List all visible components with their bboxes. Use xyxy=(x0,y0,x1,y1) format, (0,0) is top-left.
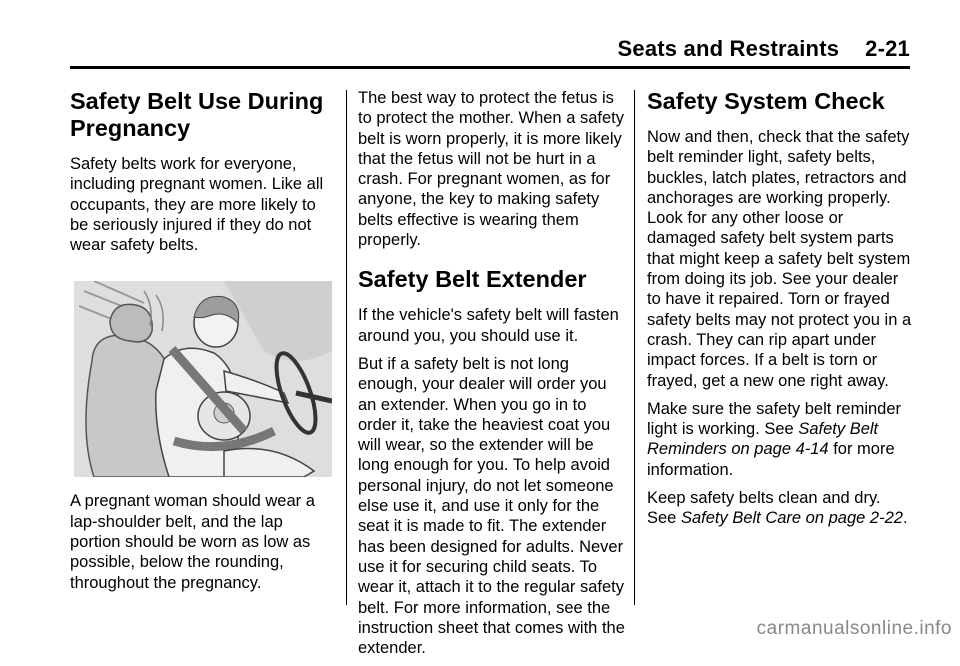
belt-care-link[interactable]: Safety Belt Care on page 2-22 xyxy=(680,509,903,528)
para3-text-after: . xyxy=(902,509,908,528)
para2-text-after: for more information. xyxy=(647,440,895,479)
page-number: 2-21 xyxy=(865,36,910,61)
page-header xyxy=(70,30,910,69)
heading-pregnancy: Safety Belt Use During Pregnancy xyxy=(70,88,324,141)
header-title xyxy=(618,36,910,62)
extender-paragraph-1: If the vehicle's safety belt will fasten around you, you should use it. xyxy=(358,306,619,345)
column-1 xyxy=(70,88,332,601)
section-title: Seats and Restraints xyxy=(617,36,840,61)
watermark: carmanualsonline.info xyxy=(756,618,952,639)
reminders-link[interactable]: Safety Belt Reminders on page 4-14 xyxy=(647,420,879,459)
column-divider-1 xyxy=(346,90,347,605)
column-3 xyxy=(647,88,912,537)
system-check-paragraph-1: Now and then, check that the safety belt reminder light, safety belts, buckles, latch plates, retractors and anchorages are working properly. Look for any other loose or damaged safety belt system parts that might keep a safety belt system from doing its job. See your dealer to have it repaired. Torn or frayed safety belts may not protect you in a crash. They can rip apart under impact forces. If a belt is torn or frayed, get a new one right away. xyxy=(647,128,912,390)
heading-extender: Safety Belt Extender xyxy=(358,266,587,293)
para3-text-before: Keep safety belts clean and dry. See xyxy=(647,489,881,528)
system-check-paragraph-3 xyxy=(647,488,912,529)
heading-system-check: Safety System Check xyxy=(647,88,885,114)
system-check-paragraph-2 xyxy=(647,399,912,480)
column-2 xyxy=(358,88,626,666)
pregnancy-paragraph-1: Safety belts work for everyone, including pregnant women. Like all occupants, they are more likely to be seriously injured if they do not wear safety belts. xyxy=(70,155,324,255)
pregnant-driver-seatbelt-illustration-icon xyxy=(74,281,332,477)
column-divider-2 xyxy=(634,90,635,605)
pregnancy-paragraph-2: A pregnant woman should wear a lap-shoulder belt, and the lap portion should be worn as low as possible, below the rounding, throughout the pregnancy. xyxy=(70,492,315,592)
extender-paragraph-2: But if a safety belt is not long enough, your dealer will order you an extender. When you go in to order it, take the heaviest coat you will wear, so the extender will be long enough for you. To help avoid personal injury, do not let someone else use it, and use it only for the seat it is made to fit. The extender has been designed for adults. Never use it for securing child seats. To wear it, attach it to the regular safety belt. For more information, see the instruction sheet that comes with the extender. xyxy=(358,354,625,658)
pregnancy-paragraph-3: The best way to protect the fetus is to protect the mother. When a safety belt is worn properly, it is more likely that the fetus will not be hurt in a crash. For pregnant women, as for anyone, the key to making safety belts effective is wearing them properly. xyxy=(358,89,624,250)
para2-text-before: Make sure the safety belt reminder light is working. See xyxy=(647,399,902,439)
